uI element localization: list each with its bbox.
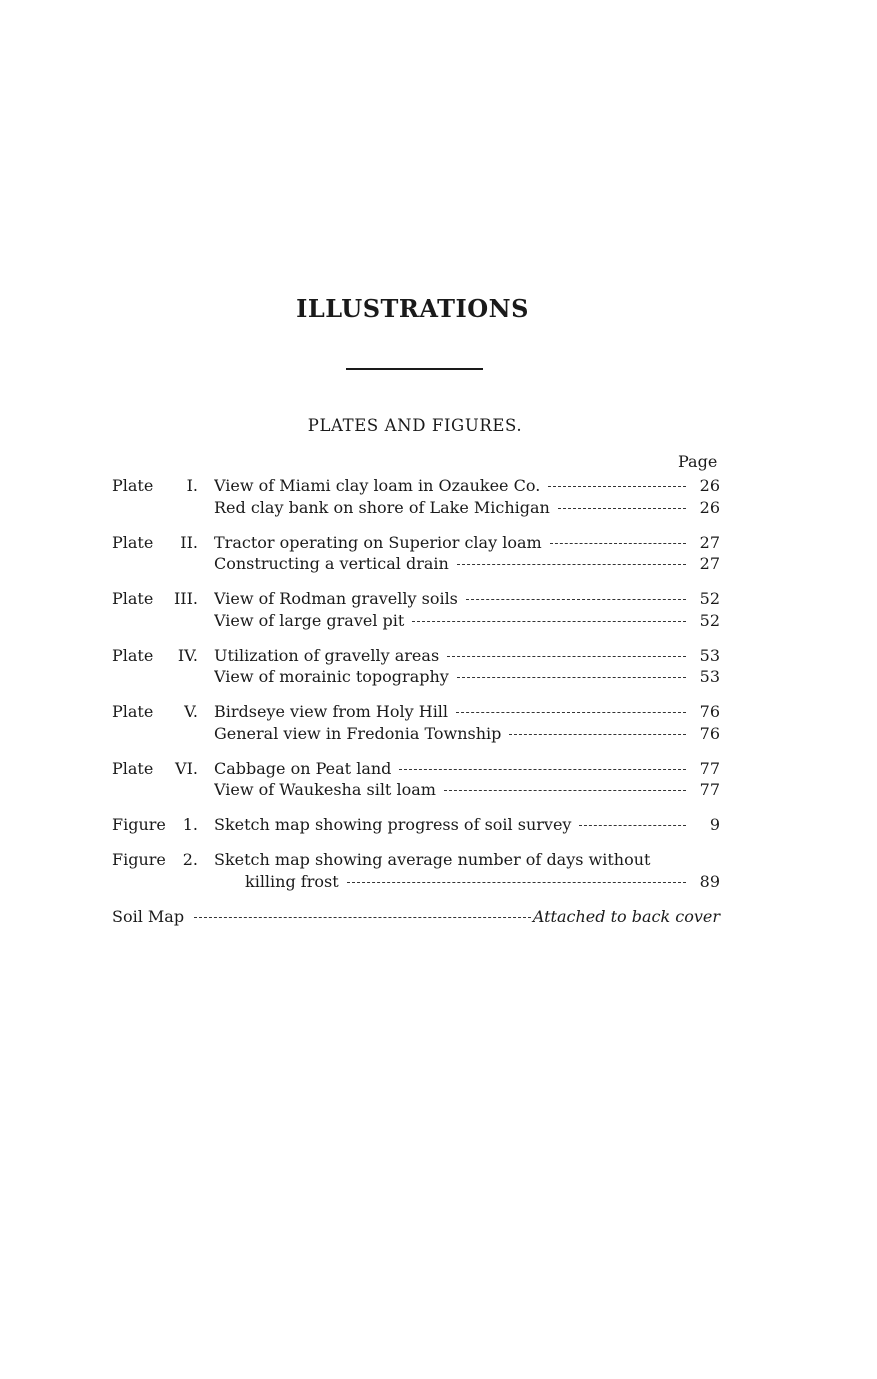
illustration-group	[112, 588, 720, 631]
entry-description	[214, 497, 720, 519]
entry-text: Utilization of gravelly areas	[214, 645, 440, 665]
page-number: 89	[699, 871, 720, 891]
label-number: V.	[184, 702, 198, 721]
dot-leader	[457, 564, 686, 565]
label-number: II.	[180, 532, 198, 552]
label-prefix: Plate	[112, 758, 154, 778]
dot-leader	[550, 543, 686, 544]
entry-text: View of Rodman gravelly soils	[214, 589, 458, 608]
entry-description	[214, 588, 720, 610]
dot-leader	[509, 734, 686, 735]
entry-text: Sketch map showing progress of soil survey	[214, 815, 572, 834]
list-item	[112, 758, 720, 780]
entry-text: killing frost	[245, 871, 339, 891]
section-subtitle: PLATES AND FIGURES.	[307, 416, 523, 435]
entry-description	[214, 475, 720, 497]
page-number: 76	[699, 702, 720, 721]
page-column-header: Page	[678, 452, 718, 471]
entry-text: General view in Fredonia Township	[214, 723, 502, 743]
label-prefix: Plate	[112, 476, 154, 495]
dot-leader	[444, 790, 686, 791]
illustration-group	[112, 645, 720, 688]
entry-description	[214, 758, 720, 780]
label-number: I.	[186, 476, 198, 495]
entry-description	[214, 723, 720, 745]
list-item	[112, 610, 720, 632]
page-title: ILLUSTRATIONS	[296, 294, 529, 323]
dot-leader	[399, 769, 686, 770]
page-number: 53	[699, 645, 720, 665]
entry-text: Birdseye view from Holy Hill	[214, 702, 449, 721]
list-item	[112, 497, 720, 519]
entry-text: Cabbage on Peat land	[214, 758, 392, 778]
entry-description	[214, 814, 720, 836]
figure-2-line-2	[112, 871, 720, 893]
entry-text: Sketch map showing average number of days without	[214, 850, 651, 869]
list-item	[112, 475, 720, 497]
label-prefix: Plate	[112, 532, 154, 552]
dot-leader	[347, 882, 686, 883]
label-number: 1.	[182, 815, 198, 834]
entry-text: Tractor operating on Superior clay loam	[214, 532, 542, 552]
entry-text: View of Waukesha silt loam	[214, 780, 436, 799]
entry-label	[112, 701, 214, 723]
dot-leader	[447, 656, 686, 657]
illustration-group	[112, 758, 720, 801]
entry-description	[214, 553, 720, 575]
label-number: VI.	[175, 758, 198, 778]
page-number: 27	[699, 554, 720, 573]
illustration-group	[112, 814, 720, 836]
entry-text: View of morainic topography	[214, 667, 449, 686]
page-number: 76	[699, 723, 720, 743]
illustration-group	[112, 532, 720, 575]
list-item	[112, 532, 720, 554]
illustration-group	[112, 475, 720, 518]
list-item	[112, 553, 720, 575]
dot-leader	[558, 508, 686, 509]
dot-leader	[457, 677, 686, 678]
entry-label	[112, 475, 214, 497]
page-number: 53	[699, 667, 720, 686]
label-number: 2.	[182, 850, 198, 869]
page-number: 9	[709, 815, 720, 834]
label-prefix: Plate	[112, 645, 154, 665]
dot-leader	[579, 825, 686, 826]
entry-description	[214, 532, 720, 554]
dot-leader	[412, 621, 686, 622]
label-number: IV.	[177, 645, 198, 665]
dot-leader	[466, 599, 686, 600]
title-rule	[346, 368, 483, 370]
dot-leader	[548, 486, 686, 487]
dot-leader	[456, 712, 686, 713]
entry-text: View of large gravel pit	[214, 610, 405, 630]
illustrations-list	[112, 475, 720, 927]
soil-map-destination: Attached to back cover	[532, 906, 720, 926]
page-number: 52	[699, 610, 720, 630]
list-item	[112, 588, 720, 610]
page-number: 77	[699, 780, 720, 799]
dot-leader	[194, 917, 531, 918]
list-item	[112, 814, 720, 836]
list-item	[112, 645, 720, 667]
label-prefix: Figure	[112, 815, 166, 834]
list-item	[112, 701, 720, 723]
page-number: 26	[699, 476, 720, 495]
illustration-group	[112, 701, 720, 744]
entry-description	[214, 849, 720, 871]
page-number: 27	[699, 532, 720, 552]
entry-label	[112, 588, 214, 610]
soil-map-label: Soil Map	[112, 906, 185, 926]
list-item	[112, 779, 720, 801]
label-prefix: Figure	[112, 850, 166, 869]
page-number: 77	[699, 758, 720, 778]
entry-description	[214, 871, 720, 893]
label-prefix: Plate	[112, 589, 154, 608]
entry-text: View of Miami clay loam in Ozaukee Co.	[214, 476, 541, 495]
entry-label	[112, 532, 214, 554]
entry-label	[112, 758, 214, 780]
figure-2-entry	[112, 849, 720, 892]
entry-description	[214, 701, 720, 723]
entry-description	[214, 610, 720, 632]
entry-description	[214, 666, 720, 688]
page-number: 52	[699, 589, 720, 608]
entry-label	[112, 645, 214, 667]
label-prefix: Plate	[112, 702, 154, 721]
entry-text: Constructing a vertical drain	[214, 554, 449, 573]
entry-label	[112, 814, 214, 836]
soil-map-entry	[112, 906, 720, 928]
plate-groups	[112, 475, 720, 836]
list-item	[112, 723, 720, 745]
list-item	[112, 666, 720, 688]
entry-text: Red clay bank on shore of Lake Michigan	[214, 497, 550, 517]
figure-2-line-1	[112, 849, 720, 871]
entry-description	[214, 779, 720, 801]
entry-description	[214, 645, 720, 667]
entry-label	[112, 849, 214, 871]
label-number: III.	[173, 589, 198, 608]
page-number: 26	[699, 497, 720, 517]
